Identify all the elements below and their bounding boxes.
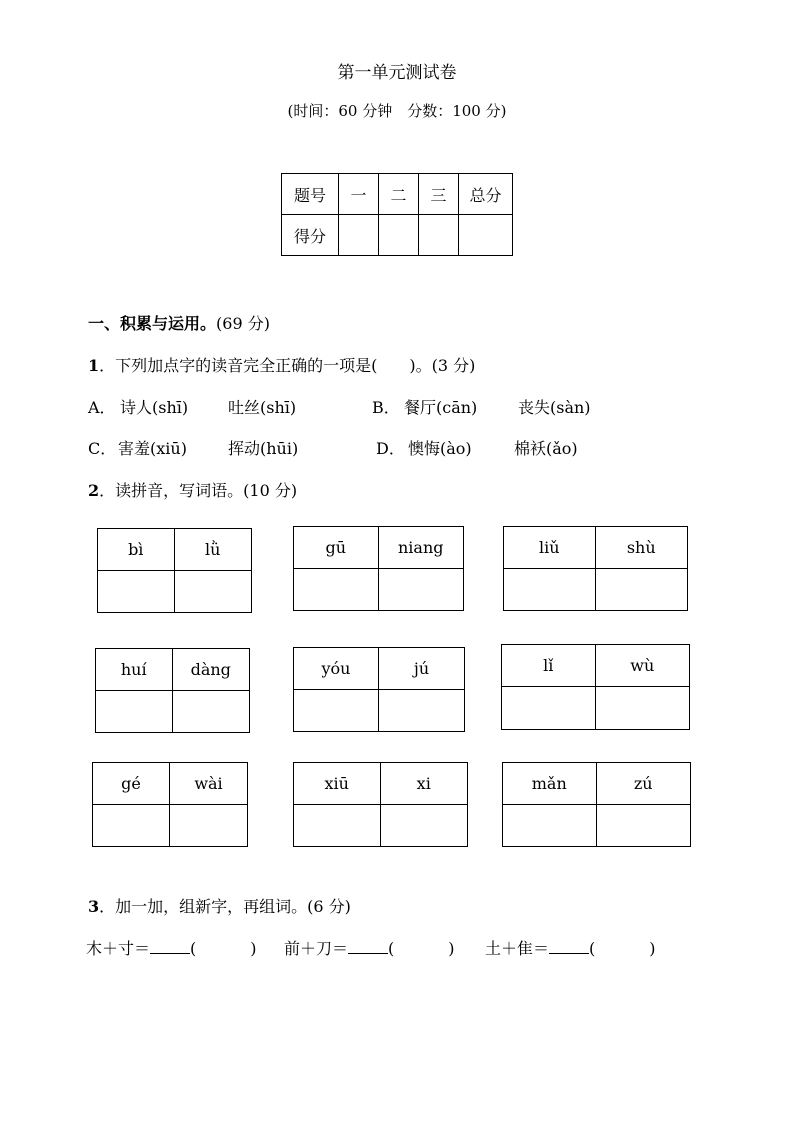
answer-cell[interactable] xyxy=(381,805,468,847)
pinyin-box xyxy=(501,644,690,730)
paren-open: ( xyxy=(190,939,197,958)
pinyin-label: huí xyxy=(96,649,173,691)
option-d-label[interactable]: D． xyxy=(376,439,405,458)
question-1 xyxy=(88,353,475,376)
pinyin-label: wù xyxy=(596,645,690,687)
paren-close: ) xyxy=(250,939,257,958)
pinyin-box xyxy=(502,762,691,847)
question-text: ．加一加，组新字，再组词。(6 分) xyxy=(99,897,351,916)
score-table-cell: 得分 xyxy=(282,215,339,256)
option-a-label[interactable]: A． xyxy=(88,398,116,417)
option-a-word-1: 诗人(shī) xyxy=(120,398,189,417)
exam-info: (时间：60 分钟 分数：100 分) xyxy=(287,102,507,120)
compose-item xyxy=(86,936,257,959)
pinyin-box xyxy=(92,762,248,847)
pinyin-box xyxy=(95,648,250,733)
new-char-blank[interactable] xyxy=(150,939,190,954)
pinyin-label: lǜ xyxy=(175,529,252,571)
score-table-cell: 三 xyxy=(419,174,459,215)
page-title: 第一单元测试卷 xyxy=(337,63,457,83)
compose-expression: 土＋隹＝ xyxy=(485,939,550,958)
option-c-word-2: 挥动(hūi) xyxy=(228,439,299,458)
compose-expression: 木＋寸＝ xyxy=(86,939,151,958)
question-number: 3 xyxy=(88,897,100,916)
score-table-cell: 一 xyxy=(339,174,379,215)
score-table-cell: 总分 xyxy=(459,174,513,215)
score-table-score-row xyxy=(282,215,513,256)
pinyin-box xyxy=(293,762,468,847)
question-2 xyxy=(88,478,297,501)
option-b-word-1: 餐厅(cān) xyxy=(404,398,478,417)
pinyin-box xyxy=(503,526,688,611)
pinyin-label: gū xyxy=(294,527,379,569)
option-d-word-1: 懊悔(ào) xyxy=(408,439,472,458)
answer-cell[interactable] xyxy=(379,690,464,732)
new-char-blank[interactable] xyxy=(348,939,388,954)
pinyin-label: jú xyxy=(379,648,464,690)
option-b-word-2: 丧失(sàn) xyxy=(518,398,591,417)
option-b-label[interactable]: B． xyxy=(372,398,400,417)
score-input-cell[interactable] xyxy=(379,215,419,256)
pinyin-label: mǎn xyxy=(503,763,597,805)
pinyin-label: xiū xyxy=(294,763,381,805)
pinyin-label: lǐ xyxy=(502,645,596,687)
paren-open: ( xyxy=(589,939,596,958)
pinyin-label: xi xyxy=(381,763,468,805)
option-c-word-1: 害羞(xiū) xyxy=(118,439,187,458)
answer-cell[interactable] xyxy=(96,691,173,733)
section-points: (69 分) xyxy=(216,314,270,333)
question-number: 1 xyxy=(88,356,100,375)
answer-cell[interactable] xyxy=(294,569,379,611)
answer-cell[interactable] xyxy=(596,569,688,611)
option-a-word-2: 吐丝(shī) xyxy=(228,398,297,417)
answer-cell[interactable] xyxy=(597,805,691,847)
answer-cell[interactable] xyxy=(294,690,379,732)
option-d-word-2: 棉袄(ǎo) xyxy=(514,439,578,458)
compose-item xyxy=(284,936,455,959)
pinyin-label: dàng xyxy=(173,649,250,691)
pinyin-label: yóu xyxy=(294,648,379,690)
score-table-cell: 二 xyxy=(379,174,419,215)
paren-close: ) xyxy=(448,939,455,958)
new-char-blank[interactable] xyxy=(549,939,589,954)
compose-expression: 前＋刀＝ xyxy=(284,939,349,958)
pinyin-label: liǔ xyxy=(504,527,596,569)
pinyin-box xyxy=(293,647,465,732)
pinyin-label: bì xyxy=(98,529,175,571)
answer-cell[interactable] xyxy=(504,569,596,611)
answer-cell[interactable] xyxy=(93,805,170,847)
answer-cell[interactable] xyxy=(379,569,464,611)
score-table-cell: 题号 xyxy=(282,174,339,215)
score-table xyxy=(281,173,513,256)
pinyin-box xyxy=(293,526,464,611)
question-text: ．读拼音，写词语。(10 分) xyxy=(99,481,298,500)
score-input-cell[interactable] xyxy=(339,215,379,256)
answer-cell[interactable] xyxy=(596,687,690,729)
pinyin-box xyxy=(97,528,252,613)
pinyin-label: shù xyxy=(596,527,688,569)
score-table-header-row xyxy=(282,174,513,215)
question-number: 2 xyxy=(88,481,100,500)
section-title: 一、积累与运用。 xyxy=(88,314,217,333)
option-c-label[interactable]: C． xyxy=(88,439,117,458)
answer-cell[interactable] xyxy=(294,805,381,847)
answer-cell[interactable] xyxy=(503,805,597,847)
pinyin-label: gé xyxy=(93,763,170,805)
answer-cell[interactable] xyxy=(98,571,175,613)
score-input-cell[interactable] xyxy=(419,215,459,256)
section-heading xyxy=(88,311,270,334)
question-3 xyxy=(88,894,351,917)
pinyin-label: wài xyxy=(170,763,247,805)
answer-cell[interactable] xyxy=(502,687,596,729)
paren-close: ) xyxy=(649,939,656,958)
pinyin-label: zú xyxy=(597,763,691,805)
answer-cell[interactable] xyxy=(170,805,247,847)
pinyin-label: niang xyxy=(379,527,464,569)
answer-cell[interactable] xyxy=(173,691,250,733)
score-input-cell[interactable] xyxy=(459,215,513,256)
answer-cell[interactable] xyxy=(175,571,252,613)
paren-open: ( xyxy=(388,939,395,958)
compose-item xyxy=(485,936,656,959)
question-text: ．下列加点字的读音完全正确的一项是( )。(3 分) xyxy=(99,356,476,375)
